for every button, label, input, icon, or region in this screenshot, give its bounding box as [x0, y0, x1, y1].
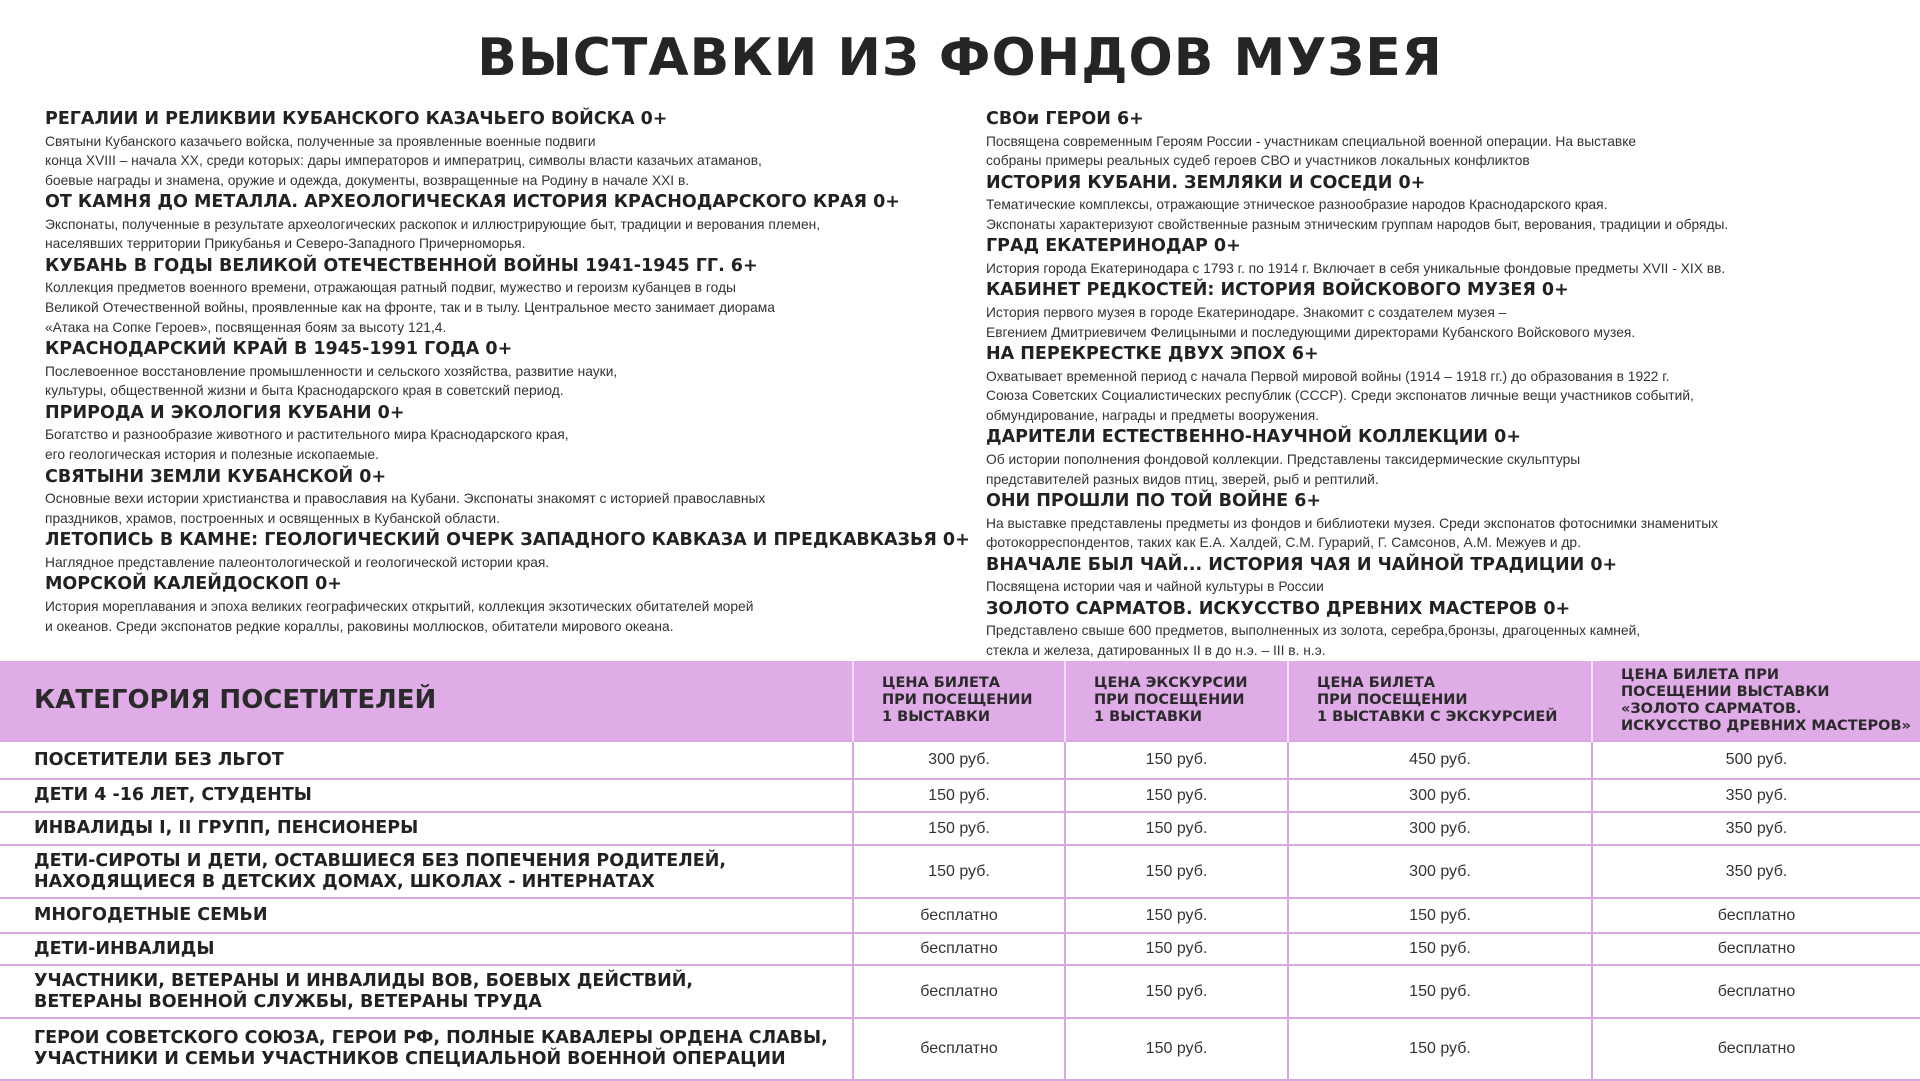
exhibition-item [986, 234, 1916, 278]
price-cell: бесплатно [1592, 898, 1920, 933]
price-cell: 150 руб. [1065, 898, 1288, 933]
price-cell: бесплатно [853, 965, 1065, 1018]
visitor-category: ПОСЕТИТЕЛИ БЕЗ ЛЬГОТ [0, 741, 853, 779]
price-cell: 150 руб. [1288, 1018, 1592, 1080]
table-row [0, 898, 1920, 933]
exhibition-title: ГРАД ЕКАТЕРИНОДАР 0+ [986, 236, 1241, 257]
table-row [0, 965, 1920, 1018]
category-header: КАТЕГОРИЯ ПОСЕТИТЕЛЕЙ [0, 661, 853, 741]
table-row [0, 741, 1920, 779]
exhibition-item [45, 465, 965, 529]
exhibition-description: История города Екатеринодара с 1793 г. по 1914 г. Включает в себя уникальные фондовые предметы XVII - XIX вв. [986, 260, 1726, 276]
table-row [0, 1018, 1920, 1080]
exhibition-title: КАБИНЕТ РЕДКОСТЕЙ: ИСТОРИЯ ВОЙСКОВОГО МУЗЕЯ 0+ [986, 280, 1569, 301]
visitor-category: ДЕТИ 4 -16 ЛЕТ, СТУДЕНТЫ [0, 779, 853, 812]
exhibition-title: ОНИ ПРОШЛИ ПО ТОЙ ВОЙНЕ 6+ [986, 491, 1322, 512]
exhibition-item [45, 190, 965, 254]
exhibition-title: ДАРИТЕЛИ ЕСТЕСТВЕННО-НАУЧНОЙ КОЛЛЕКЦИИ 0+ [986, 427, 1522, 448]
exhibition-title: СВЯТЫНИ ЗЕМЛИ КУБАНСКОЙ 0+ [45, 466, 387, 487]
exhibition-description: Посвящена истории чая и чайной культуры в России [986, 579, 1324, 595]
price-cell: 300 руб. [853, 741, 1065, 779]
exhibition-item [986, 278, 1916, 342]
exhibition-title: НА ПЕРЕКРЕСТКЕ ДВУХ ЭПОХ 6+ [986, 344, 1319, 365]
visitor-category: ДЕТИ-СИРОТЫ И ДЕТИ, ОСТАВШИЕСЯ БЕЗ ПОПЕЧЕНИЯ РОДИТЕЛЕЙ, НАХОДЯЩИЕСЯ В ДЕТСКИХ ДОМАХ, ШКОЛАХ - ИНТЕРНАТАХ [0, 845, 853, 898]
price-cell: 150 руб. [853, 845, 1065, 898]
price-cell: 150 руб. [1065, 1018, 1288, 1080]
price-cell: 450 руб. [1288, 741, 1592, 779]
price-cell: 150 руб. [1065, 812, 1288, 845]
price-column-header: ЦЕНА БИЛЕТА ПРИ ПОСЕЩЕНИИ 1 ВЫСТАВКИ [853, 661, 1065, 741]
exhibition-description: История первого музея в городе Екатеринодаре. Знакомит с создателем музея – Евгением Дмитриевичем Фелицыными и последующими директорами Кубанского Войскового музея. [986, 304, 1636, 340]
exhibition-item [986, 425, 1916, 489]
exhibition-item [986, 489, 1916, 553]
price-table-header [0, 661, 1920, 741]
price-cell: 300 руб. [1288, 779, 1592, 812]
price-cell: 350 руб. [1592, 812, 1920, 845]
exhibition-description: Богатство и разнообразие животного и растительного мира Краснодарского края, его геологическая история и полезные ископаемые. [45, 427, 569, 463]
exhibition-title: ВНАЧАЛЕ БЫЛ ЧАЙ... ИСТОРИЯ ЧАЯ И ЧАЙНОЙ ТРАДИЦИИ 0+ [986, 554, 1618, 575]
price-cell: бесплатно [1592, 965, 1920, 1018]
visitor-category: МНОГОДЕТНЫЕ СЕМЬИ [0, 898, 853, 933]
price-cell: 150 руб. [1065, 933, 1288, 965]
exhibition-title: ЗОЛОТО САРМАТОВ. ИСКУССТВО ДРЕВНИХ МАСТЕРОВ 0+ [986, 598, 1571, 619]
exhibition-description: Экспонаты, полученные в результате археологических раскопок и иллюстрирующие быт, традиции и верования племен, населявших территории Прикубанья и Северо-Западного Причерноморья. [45, 216, 821, 252]
table-row [0, 812, 1920, 845]
price-cell: бесплатно [853, 1018, 1065, 1080]
exhibition-description: Святыни Кубанского казачьего войска, полученные за проявленные военные подвиги конца XVIII – начала XX, среди которых: дары императоров и императриц, символы власти казачьих атаманов, боевые награды и знамена, оружие и одежда, документы, возвращенные на Родину в начале XXI в. [45, 133, 762, 188]
table-row [0, 933, 1920, 965]
exhibition-description: Посвящена современным Героям России - участникам специальной военной операции. На выставке собраны примеры реальных судеб героев СВО и участников локальных конфликтов [986, 133, 1637, 169]
price-cell: 150 руб. [853, 779, 1065, 812]
exhibition-item [45, 107, 965, 190]
exhibition-description: Об истории пополнения фондовой коллекции. Представлены таксидермические скульптуры представителей разных видов птиц, зверей, рыб и рептилий. [986, 451, 1581, 487]
exhibition-description: Основные вехи истории христианства и православия на Кубани. Экспонаты знакомят с историей православных праздников, храмов, построенных и освященных в Кубанской области. [45, 491, 766, 526]
exhibition-title: МОРСКОЙ КАЛЕЙДОСКОП 0+ [45, 574, 342, 595]
price-cell: 500 руб. [1592, 741, 1920, 779]
price-cell: 150 руб. [853, 812, 1065, 845]
price-cell: бесплатно [1592, 933, 1920, 965]
price-cell: 150 руб. [1288, 898, 1592, 933]
visitor-category: УЧАСТНИКИ, ВЕТЕРАНЫ И ИНВАЛИДЫ ВОВ, БОЕВЫХ ДЕЙСТВИЙ, ВЕТЕРАНЫ ВОЕННОЙ СЛУЖБЫ, ВЕТЕРАНЫ ТРУДА [0, 965, 853, 1018]
exhibition-description: На выставке представлены предметы из фондов и библиотеки музея. Среди экспонатов фотоснимки знаменитых фотокорреспондентов, таких как Е.А. Халдей, С.М. Гурарий, Г. Самсонов, А.М. Межуев и др. [986, 515, 1719, 551]
price-cell: 150 руб. [1065, 779, 1288, 812]
exhibition-title: ЛЕТОПИСЬ В КАМНЕ: ГЕОЛОГИЧЕСКИЙ ОЧЕРК ЗАПАДНОГО КАВКАЗА И ПРЕДКАВКАЗЬЯ 0+ [45, 530, 970, 551]
exhibition-title: ПРИРОДА И ЭКОЛОГИЯ КУБАНИ 0+ [45, 402, 405, 423]
exhibition-title: СВОи ГЕРОИ 6+ [986, 109, 1144, 129]
price-column-header: ЦЕНА БИЛЕТА ПРИ ПОСЕЩЕНИИ 1 ВЫСТАВКИ С ЭКСКУРСИЕЙ [1288, 661, 1592, 741]
exhibition-description: Коллекция предметов военного времени, отражающая ратный подвиг, мужество и героизм кубанцев в годы Великой Отечественной войны, проявленные как на фронте, так и в тылу. Центральное место занимает диорама «Атака на Сопке Героев», посвященная боям за высоту 121,4. [45, 280, 775, 335]
price-cell: 150 руб. [1065, 741, 1288, 779]
exhibition-item [986, 597, 1916, 661]
price-cell: 300 руб. [1288, 812, 1592, 845]
price-cell: бесплатно [853, 933, 1065, 965]
exhibition-item [986, 171, 1916, 235]
price-table [0, 661, 1920, 1080]
exhibition-item [45, 337, 965, 401]
price-cell: 150 руб. [1288, 933, 1592, 965]
exhibition-description: Тематические комплексы, отражающие этническое разнообразие народов Краснодарского края. Экспонаты характеризуют свойственные разным этническим группам народов быт, верования, традиции и обряды. [986, 197, 1729, 232]
exhibition-item [45, 572, 965, 636]
exhibition-item [986, 342, 1916, 425]
price-cell: бесплатно [1592, 1018, 1920, 1080]
price-column-header: ЦЕНА БИЛЕТА ПРИ ПОСЕЩЕНИИ ВЫСТАВКИ «ЗОЛОТО САРМАТОВ. ИСКУССТВО ДРЕВНИХ МАСТЕРОВ» [1592, 661, 1920, 741]
exhibition-description: Послевоенное восстановление промышленности и сельского хозяйства, развитие науки, культуры, общественной жизни и быта Краснодарского края в советский период. [45, 363, 618, 399]
exhibition-title: ИСТОРИЯ КУБАНИ. ЗЕМЛЯКИ И СОСЕДИ 0+ [986, 172, 1426, 193]
exhibition-title: КРАСНОДАРСКИЙ КРАЙ В 1945-1991 ГОДА 0+ [45, 339, 513, 360]
price-cell: 300 руб. [1288, 845, 1592, 898]
exhibition-item [986, 107, 1916, 171]
exhibition-title: КУБАНЬ В ГОДЫ ВЕЛИКОЙ ОТЕЧЕСТВЕННОЙ ВОЙНЫ 1941-1945 ГГ. 6+ [45, 255, 758, 276]
exhibition-description: Наглядное представление палеонтологической и геологической истории края. [45, 554, 550, 570]
exhibition-description: История мореплавания и эпоха великих географических открытий, коллекция экзотических обитателей морей и океанов. Среди экспонатов редкие кораллы, раковины моллюсков, обитатели мирового океана. [45, 598, 754, 634]
exhibition-description: Представлено свыше 600 предметов, выполненных из золота, серебра,бронзы, драгоценных камней, стекла и железа, датированных II в до н.э. – III в. н.э. [986, 623, 1641, 658]
visitor-category: ГЕРОИ СОВЕТСКОГО СОЮЗА, ГЕРОИ РФ, ПОЛНЫЕ КАВАЛЕРЫ ОРДЕНА СЛАВЫ, УЧАСТНИКИ И СЕМЬИ УЧАСТНИКОВ СПЕЦИАЛЬНОЙ ВОЕННОЙ ОПЕРАЦИИ [0, 1018, 853, 1080]
exhibition-item [45, 254, 965, 337]
price-cell: 150 руб. [1065, 965, 1288, 1018]
price-cell: 350 руб. [1592, 779, 1920, 812]
price-cell: 350 руб. [1592, 845, 1920, 898]
table-row [0, 779, 1920, 812]
exhibitions-right-column [986, 107, 1916, 661]
price-cell: бесплатно [853, 898, 1065, 933]
exhibition-item [986, 553, 1916, 597]
exhibition-item [45, 401, 965, 465]
exhibition-description: Охватывает временной период с начала Первой мировой войны (1914 – 1918 гг.) до образования в 1922 г. Союза Советских Социалистических республик (СССР). Среди экспонатов личные вещи участников событий, обмундирование, награды и предметы вооружения. [986, 368, 1694, 423]
exhibition-title: РЕГАЛИИ И РЕЛИКВИИ КУБАНСКОГО КАЗАЧЬЕГО ВОЙСКА 0+ [45, 109, 668, 129]
price-cell: 150 руб. [1288, 965, 1592, 1018]
exhibition-title: ОТ КАМНЯ ДО МЕТАЛЛА. АРХЕОЛОГИЧЕСКАЯ ИСТОРИЯ КРАСНОДАРСКОГО КРАЯ 0+ [45, 192, 900, 213]
price-cell: 150 руб. [1065, 845, 1288, 898]
visitor-category: ИНВАЛИДЫ I, II ГРУПП, ПЕНСИОНЕРЫ [0, 812, 853, 845]
exhibitions-left-column [45, 107, 970, 636]
exhibition-item [45, 528, 970, 572]
visitor-category: ДЕТИ-ИНВАЛИДЫ [0, 933, 853, 965]
price-column-header: ЦЕНА ЭКСКУРСИИ ПРИ ПОСЕЩЕНИИ 1 ВЫСТАВКИ [1065, 661, 1288, 741]
table-row [0, 845, 1920, 898]
page-title: ВЫСТАВКИ ИЗ ФОНДОВ МУЗЕЯ [477, 28, 1443, 88]
